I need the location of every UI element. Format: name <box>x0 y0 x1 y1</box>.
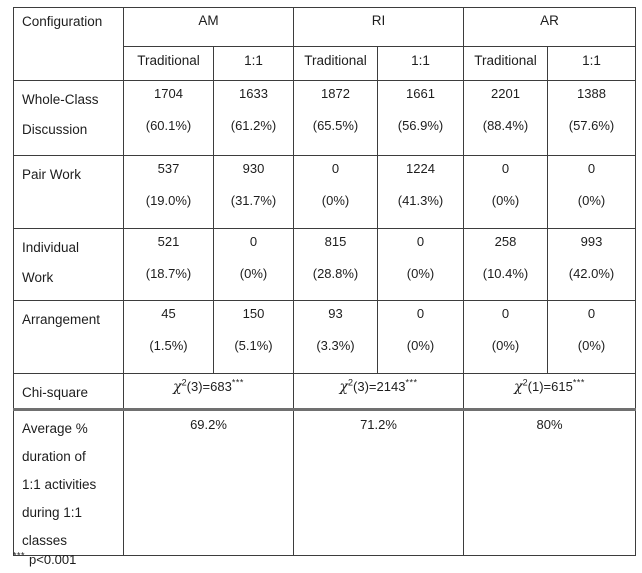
count-value: 1224 <box>406 161 435 176</box>
data-cell <box>378 301 464 374</box>
data-cell <box>294 156 378 229</box>
subheader-ar-traditional: Traditional <box>464 47 548 81</box>
percent-value: (0%) <box>406 266 435 281</box>
row-label-line: Work <box>22 270 54 285</box>
data-cell <box>124 301 214 374</box>
count-value: 537 <box>157 161 180 176</box>
data-cell <box>214 156 294 229</box>
row-label <box>14 301 124 374</box>
data-cell <box>464 81 548 156</box>
data-cell <box>548 229 636 301</box>
chi-square-value-ri <box>294 374 464 410</box>
percent-value: (0%) <box>321 193 350 208</box>
percent-value: (5.1%) <box>234 338 273 353</box>
percent-value: (0%) <box>491 338 520 353</box>
footnote-stars: *** <box>13 550 26 561</box>
count-value: 0 <box>416 306 425 321</box>
chi-exponent: 2 <box>522 377 528 388</box>
table-row-whole-class-discussion <box>14 81 636 156</box>
data-cell <box>294 301 378 374</box>
data-cell <box>378 229 464 301</box>
row-label <box>14 229 124 301</box>
group-header-am: AM <box>124 8 294 47</box>
data-cell <box>548 301 636 374</box>
data-cell <box>294 81 378 156</box>
table-row-chi-square <box>14 374 636 410</box>
percent-value: (41.3%) <box>397 193 444 208</box>
count-value: 0 <box>587 306 596 321</box>
row-label-line: during 1:1 <box>22 505 83 520</box>
row-label-line: Individual <box>22 240 80 255</box>
row-label <box>14 410 124 556</box>
count-value: 0 <box>416 234 425 249</box>
count-value: 150 <box>242 306 265 321</box>
row-label-line: Arrangement <box>22 312 101 327</box>
count-value: 993 <box>580 234 603 249</box>
count-value: 1704 <box>154 86 183 101</box>
data-cell <box>124 81 214 156</box>
chi-square-value-am <box>124 374 294 410</box>
percent-value: (28.8%) <box>312 266 359 281</box>
chi-expression: (3)=683 <box>186 379 232 394</box>
row-label-line: Pair Work <box>22 167 82 182</box>
percent-value: (88.4%) <box>482 118 529 133</box>
data-cell <box>214 229 294 301</box>
significance-footnote <box>13 552 76 567</box>
percent-value: (56.9%) <box>397 118 444 133</box>
group-header-ar: AR <box>464 8 636 47</box>
footnote-text: p<0.001 <box>29 552 77 567</box>
data-cell <box>124 229 214 301</box>
chi-symbol: χ <box>173 379 182 395</box>
percent-value: (42.0%) <box>568 266 615 281</box>
subheader-ri-traditional: Traditional <box>294 47 378 81</box>
table-row-pair-work <box>14 156 636 229</box>
group-header-ri: RI <box>294 8 464 47</box>
count-value: 0 <box>331 161 340 176</box>
count-value: 258 <box>494 234 517 249</box>
count-value: 1661 <box>406 86 435 101</box>
count-value: 0 <box>501 161 510 176</box>
count-value: 1388 <box>577 86 606 101</box>
subheader-am-one-to-one: 1:1 <box>214 47 294 81</box>
chi-exponent: 2 <box>348 377 354 388</box>
chi-expression: (1)=615 <box>527 379 573 394</box>
row-label-line: classes <box>22 533 68 548</box>
row-label <box>14 156 124 229</box>
row-label-line: Average % <box>22 421 88 436</box>
significance-stars: *** <box>231 377 244 388</box>
subheader-ar-one-to-one: 1:1 <box>548 47 636 81</box>
count-value: 0 <box>501 306 510 321</box>
data-cell <box>464 229 548 301</box>
data-cell <box>214 81 294 156</box>
percent-value: (31.7%) <box>230 193 277 208</box>
percent-value: (61.2%) <box>230 118 277 133</box>
count-value: 815 <box>324 234 347 249</box>
row-label-line: 1:1 activities <box>22 477 97 492</box>
significance-stars: *** <box>572 377 585 388</box>
chi-exponent: 2 <box>181 377 187 388</box>
header-group-row <box>14 8 636 47</box>
percent-value: (3.3%) <box>316 338 355 353</box>
data-cell <box>124 156 214 229</box>
chi-square-value-ar <box>464 374 636 410</box>
count-value: 1633 <box>239 86 268 101</box>
data-cell <box>378 156 464 229</box>
configuration-statistics-table <box>13 7 636 556</box>
count-value: 2201 <box>491 86 520 101</box>
average-value-ri: 71.2% <box>294 410 464 556</box>
row-label <box>14 374 124 410</box>
count-value: 930 <box>242 161 265 176</box>
row-label <box>14 81 124 156</box>
row-label-line: Whole-Class <box>22 92 99 107</box>
statistics-table-container <box>13 7 636 556</box>
average-value-am: 69.2% <box>124 410 294 556</box>
configuration-header-cell: Configuration <box>14 8 124 81</box>
data-cell <box>464 301 548 374</box>
percent-value: (0%) <box>577 193 606 208</box>
data-cell <box>294 229 378 301</box>
data-cell <box>464 156 548 229</box>
subheader-am-traditional: Traditional <box>124 47 214 81</box>
percent-value: (19.0%) <box>145 193 192 208</box>
chi-symbol: χ <box>339 379 349 395</box>
count-value: 521 <box>157 234 180 249</box>
table-row-average-duration <box>14 410 636 556</box>
count-value: 93 <box>328 306 343 321</box>
data-cell <box>548 156 636 229</box>
percent-value: (0%) <box>239 266 268 281</box>
row-label-line: Chi-square <box>22 385 89 400</box>
table-row-arrangement <box>14 301 636 374</box>
count-value: 0 <box>587 161 596 176</box>
data-cell <box>214 301 294 374</box>
row-label-line: duration of <box>22 449 86 464</box>
data-cell <box>378 81 464 156</box>
row-label-line: Discussion <box>22 122 88 137</box>
count-value: 0 <box>249 234 258 249</box>
chi-symbol: χ <box>514 379 523 395</box>
count-value: 1872 <box>321 86 350 101</box>
percent-value: (1.5%) <box>149 338 188 353</box>
subheader-ri-one-to-one: 1:1 <box>378 47 464 81</box>
count-value: 45 <box>161 306 176 321</box>
data-cell <box>548 81 636 156</box>
percent-value: (0%) <box>491 193 520 208</box>
chi-expression: (3)=2143 <box>353 379 406 394</box>
percent-value: (65.5%) <box>312 118 359 133</box>
percent-value: (60.1%) <box>145 118 192 133</box>
table-row-individual-work <box>14 229 636 301</box>
percent-value: (10.4%) <box>482 266 529 281</box>
percent-value: (0%) <box>577 338 606 353</box>
significance-stars: *** <box>405 377 418 388</box>
percent-value: (18.7%) <box>145 266 192 281</box>
percent-value: (57.6%) <box>568 118 615 133</box>
average-value-ar: 80% <box>464 410 636 556</box>
percent-value: (0%) <box>406 338 435 353</box>
